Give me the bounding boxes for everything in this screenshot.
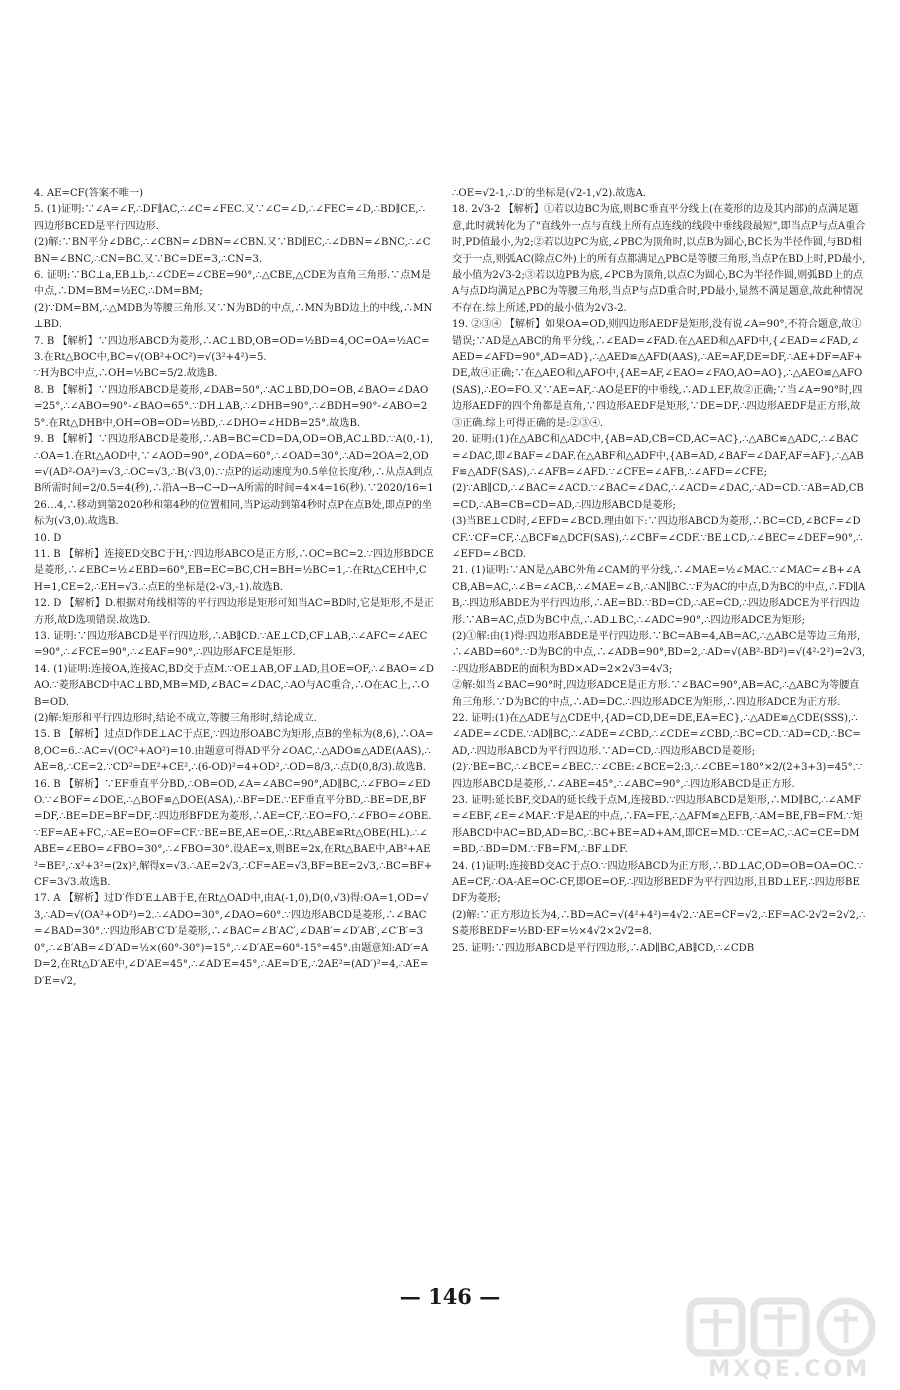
answer-paragraph: 19. ②③④ 【解析】如果OA=OD,则四边形AEDF是矩形,没有说∠A=90°,不符合题意,故①错误;∵AD是△ABC的角平分线,∴∠EAD=∠FAD.在△AED和△AFD中,{∠EAD=∠FAD,∠AED=∠AFD=90°,AD=AD},∴△AED≌△AFD(AAS),∴AE=AF,DE=DF,∴AE+DF=AF+DE,故④正确;∵在△AEO和△AFO中,{AE=AF,∠EAO=∠FAO,AO=AO},∴△AEO≌△AFO(SAS),∴EO=FO.又∵AE=AF,∴AO是EF的中垂线,∴AD⊥EF,故②正确;∵当∠A=90°时,四边形AEDF的四个角都是直角,∵四边形AEDF是矩形,∵DE=DF,∴四边形AEDF是正方形,故③正确.综上可得正确的是:②③④. <box>452 319 863 429</box>
answer-paragraph: 24. (1)证明:连接BD交AC于点O.∵四边形ABCD为正方形,∴BD⊥AC,OD=OB=OA=OC.∵AE=CF,∴OA-AE=OC-CF,即OE=OF,∴四边形BEDF为平行四边形,且BD⊥EF,∴四边形BEDF为菱形; <box>452 860 864 905</box>
answer-paragraph: 11. B 【解析】连接ED交BC于H,∵四边形ABCO是正方形,∴OC=BC=2.∵四边形BDCE是菱形,∴∠EBC=½∠EBD=60°,EB=EC=BC,CH=BH=½BC=1,∴在Rt△CEH中,CH=1,CE=2,∴EH=√3.∴点E的坐标是(2-√3,-1).故选B. <box>34 548 434 593</box>
answer-paragraph: (2)①解:由(1)得:四边形ABDE是平行四边形.∵BC=AB=4,AB=AC,∴△ABC是等边三角形,∴∠ABD=60°.∵D为BC的中点,∴∠ADB=90°,BD=2,∴AD=√(AB²-BD²)=√(4²-2²)=2√3,∴四边形ABDE的面积为BD×AD=2×2√3=4√3; <box>452 630 866 675</box>
answer-paragraph: ∴OE=√2-1,∴D′的坐标是(√2-1,√2).故选A. <box>452 188 647 199</box>
answer-paragraph: 7. B 【解析】∵四边形ABCD为菱形,∴AC⊥BD,OB=OD=½BD=4,OC=OA=½AC=3.在Rt△BOC中,BC=√(OB²+OC²)=√(3²+4²)=5. <box>34 335 430 364</box>
answer-paragraph: 23. 证明:延长BF,交DA的延长线于点M,连接BD.∵四边形ABCD是矩形,∴MD∥BC,∴∠AMF=∠EBF,∠E=∠MAF.∵F是AE的中点,∴FA=FE,∴△AFM≌△EFB,∴AM=BE,FB=FM.∵矩形ABCD中AC=BD,AD=BC,∴BC+BE=AD+AM,即CE=MD.∵CE=AC,∴AC=CE=DM=BD,∴BD=DM.∵FB=FM,∴BF⊥DF. <box>452 795 864 856</box>
answer-paragraph: 15. B 【解析】过点D作DE⊥AC于点E,∵四边形OABC为矩形,点B的坐标为(8,6),∴OA=8,OC=6.∴AC=√(OC²+AO²)=10.由题意可得AD平分∠OAC,∴△ADO≌△ADE(AAS),∴AE=8,∴CE=2.∵CD²=DE²+CE²,∴(6-OD)²=4+OD²,∴OD=8/3,∴点D(0,8/3).故选B. <box>34 729 434 774</box>
answer-paragraph: (3)当BE⊥CD时,∠EFD=∠BCD.理由如下:∵四边形ABCD为菱形,∴BC=CD,∠BCF=∠DCF.∵CF=CF,∴△BCF≌△DCF(SAS),∴∠CBF=∠CDF.∵BE⊥CD,∴∠BEC=∠DEF=90°,∴∠EFD=∠BCD. <box>452 516 863 560</box>
answer-paragraph: 12. D 【解析】D.根据对角线相等的平行四边形是矩形可知当AC=BD时,它是矩形,不是正方形,故D选项错误.故选D. <box>34 598 434 626</box>
answer-paragraph: 22. 证明:(1)在△ADE与△CDE中,{AD=CD,DE=DE,EA=EC},∴△ADE≌△CDE(SSS),∴∠ADE=∠CDE.∵AD∥BC,∴∠ADE=∠CBD,∴∠CDE=∠CBD,∴BC=CD.∵AD=CD,∴BC=AD,∴四边形ABCD为平行四边形.∵AD=CD,∴四边形ABCD是菱形; <box>452 713 861 757</box>
answer-paragraph: 8. B 【解析】∵四边形ABCD是菱形,∠DAB=50°,∴AC⊥BD,DO=OB,∠BAO=∠DAO=25°,∴∠ABO=90°-∠BAO=65°.∵DH⊥AB,∴∠DHB=90°,∴∠BDH=90°-∠ABO=25°.在Rt△DHB中,OH=OB=OD=½BD,∴∠DHO=∠HDB=25°.故选B. <box>34 384 429 429</box>
answer-paragraph: 4. AE=CF(答案不唯一) <box>34 188 144 199</box>
answer-paragraph: (2)解:∵BN平分∠DBC,∴∠CBN=∠DBN=∠CBN.又∵BD∥EC,∴∠DBN=∠BNC,∴∠CBN=∠BNC,∴CN=BC.又∵BC=DE=3,∴CN=3. <box>34 237 431 265</box>
answer-paragraph: 9. B 【解析】∵四边形ABCD是菱形,∴AB=BC=CD=DA,OD=OB,AC⊥BD.∵A(0,-1),∴OA=1.在Rt△AOD中,∵∠AOD=90°,∠ODA=60°,∴∠OAD=30°,∴AD=2OA=2,OD=√(AD²-OA²)=√3,∴OC=√3,∴B(√3,0).∵点P的运动速度为0.5单位长度/秒,∴从点A到点B所需时间=2/0.5=4(秒),∴沿A→B→C→D→A所需的时间=4×4=16(秒).∵2020/16=126…4,∴移动到第2020秒和第4秒的位置相同,当P运动到第4秒时点P在点B处,即点P的坐标为(√3,0).故选B. <box>34 434 434 528</box>
watermark <box>686 1295 876 1383</box>
answer-paragraph: 14. (1)证明:连接OA,连接AC,BD交于点M.∵OE⊥AB,OF⊥AD,且OE=OF,∴∠BAO=∠DAO.∵菱形ABCD中AC⊥BD,MB=MD,∠BAC=∠DAC,∴AO与AC重合,∴O在AC上,∴OB=OD. <box>34 663 434 708</box>
answer-paragraph: ②解:如当∠BAC=90°时,四边形ADCE是正方形.∵∠BAC=90°,AB=AC,∴△ABC为等腰直角三角形.∵D为BC的中点,∴AD=DC.∴四边形ADCE为矩形,∴四边形ADCE为正方形. <box>452 680 860 708</box>
answer-column-left <box>34 186 434 1270</box>
answer-paragraph: 13. 证明:∵四边形ABCD是平行四边形,∴AB∥CD.∵AE⊥CD,CF⊥AB,∴∠AFC=∠AEC=90°,∴∠FCE=90°,∴∠EAF=90°,∴四边形AFCE是矩形. <box>34 630 428 659</box>
page-number: — 146 — <box>399 1284 501 1309</box>
answer-paragraph: ∵H为BC中点,∴OH=½BC=5/2.故选B. <box>34 368 218 380</box>
answer-paragraph: 6. 证明:∵BC⊥a,EB⊥b,∴∠CDE=∠CBE=90°,∴△CBE,△CDE为直角三角形.∵点M是中点,∴DM=BM=½EC,∴DM=BM; <box>34 270 431 298</box>
answer-paragraph: 17. A 【解析】过D′作D′E⊥AB于E,在Rt△OAD中,由A(-1,0),D(0,√3)得:OA=1,OD=√3,∴AD=√(OA²+OD²)=2.∴∠ADO=30°,∠DAO=60°.∵四边形ABCD是菱形,∴∠BAC=∠BAD=30°.∵四边形AB′C′D′是菱形,∴∠BAC=∠B′AC′,∠DAB′=∠D′AB′,∠C′B′=30°,∴∠B′AB=∠D′AD=½×(60°-30°)=15°,∴∠D′AE=60°-15°=45°.由题意知:AD′=AD=2,在Rt△D′AE中,∠D′AE=45°,∴∠AD′E=45°,∴AE=D′E,∴2AE²=(AD′)²=4,∴AE=D′E=√2, <box>34 893 429 987</box>
answer-paragraph: 21. (1)证明:∵AN是△ABC外角∠CAM的平分线,∴∠MAE=½∠MAC.∵∠MAC=∠B+∠ACB,AB=AC,∴∠B=∠ACB,∴∠MAE=∠B,∴AN∥BC.∵F为AC的中点,D为BC的中点,∴FD∥AB,∴四边形ABDE为平行四边形,∴AE=BD.∵BD=CD,∴AE=CD,∴四边形ADCE为平行四边形.∵AB=AC,点D为BC中点,∴AD⊥BC,∴∠ADC=90°,∴四边形ADCE为矩形; <box>452 565 866 626</box>
answer-paragraph: 20. 证明:(1)在△ABC和△ADC中,{AB=AD,CB=CD,AC=AC},∴△ABC≌△ADC,∴∠BAC=∠DAC,即∠BAF=∠DAF.在△ABF和△ADF中,{AB=AD,∠BAF=∠DAF,AF=AF},∴△ABF≌△ADF(SAS),∴∠AFB=∠AFD.∵∠CFE=∠AFB,∴∠AFD=∠CFE; <box>452 434 864 478</box>
answer-paragraph: (2)∵AB∥CD,∴∠BAC=∠ACD.∵∠BAC=∠DAC,∴∠ACD=∠DAC,∴AD=CD.∵AB=AD,CB=CD,∴AB=CB=CD=AD,∴四边形ABCD是菱形; <box>452 483 864 511</box>
answer-paragraph: 25. 证明:∵四边形ABCD是平行四边形,∴AD∥BC,AB∥CD,∴∠CDB <box>452 942 755 954</box>
watermark-text: MXQE.COM <box>708 1357 870 1382</box>
answer-paragraph: 18. 2√3-2 【解析】①若以边BC为底,则BC垂直平分线上(在菱形的边及其内部)的点满足题意,此时就转化为了"直线外一点与直线上所有点连线的线段中垂线段最短",即当点P与点A重合时,PD值最小,为2;②若以边PC为底,∠PBC为顶角时,以点B为圆心,BC长为半径作圆,与BD相交于一点,则弧AC(除点C外)上的所有点都满足△PBC是等腰三角形,当点P在BD上时,PD最小,最小值为2√3-2;③若以边PB为底,∠PCB为顶角,以点C为圆心,BC为半径作圆,则弧BD上的点A与点D均满足△PBC为等腰三角形,当点P与点D重合时,PD最小,显然不满足题意,故此种情况不存在.综上所述,PD的最小值为2√3-2. <box>452 204 866 314</box>
answer-paragraph: 16. B 【解析】∵EF垂直平分BD,∴OB=OD,∠A=∠ABC=90°,AD∥BC,∴∠FBO=∠EDO.∵∠BOF=∠DOE,∴△BOF≌△DOE(ASA),∴BF=DE.∵EF垂直平分BD,∴BE=DE,BF=DF,∴BE=DE=BF=DF,∴四边形BFDE为菱形,∴AE=CF,∴EO=FO,∴∠FBO=∠OBE.∵EF=AE+FC,∴AE=EO=OF=CF.∵BE=BE,AE=OE,∴Rt△ABE≌Rt△OBE(HL).∴∠ABE=∠EBO=∠FBO=30°,∴∠FBO=30°.设AE=x,则BE=2x,在Rt△BAE中,AB²+AE²=BE²,∴x²+3²=(2x)²,解得x=√3.∴AE=2√3,∴CF=AE=√3,BF=BE=2√3,∴BC=BF+CF=3√3.故选B. <box>34 778 433 889</box>
answer-paragraph: 5. (1)证明:∵∠A=∠F,∴DF∥AC,∴∠C=∠FEC.又∵∠C=∠D,∴∠FEC=∠D,∴BD∥CE,∴四边形BCED是平行四边形. <box>34 204 425 232</box>
answer-paragraph: 10. D <box>34 532 62 544</box>
answer-paragraph: (2)∵BE=BC,∴∠BCE=∠BEC.∵∠CBE:∠BCE=2:3,∴∠CBE=180°×2/(2+3+3)=45°.∵四边形ABCD是菱形,∴∠ABE=45°,∴∠ABC=90°,∴四边形ABCD是正方形. <box>452 762 863 790</box>
answer-paragraph: (2)∵DM=BM,∴△MDB为等腰三角形.又∵N为BD的中点,∴MN为BD边上的中线,∴MN⊥BD. <box>34 302 433 331</box>
watermark-logo-icon <box>686 1295 876 1357</box>
answer-paragraph: (2)解:∵正方形边长为4,∴BD=AC=√(4²+4²)=4√2.∵AE=CF=√2,∴EF=AC-2√2=2√2,∴S菱形BEDF=½BD·EF=½×4√2×2√2=8. <box>452 909 866 938</box>
answer-paragraph: (2)解:矩形和平行四边形时,结论不成立,等腰三角形时,结论成立. <box>34 713 317 724</box>
answer-column-right <box>452 186 866 1270</box>
